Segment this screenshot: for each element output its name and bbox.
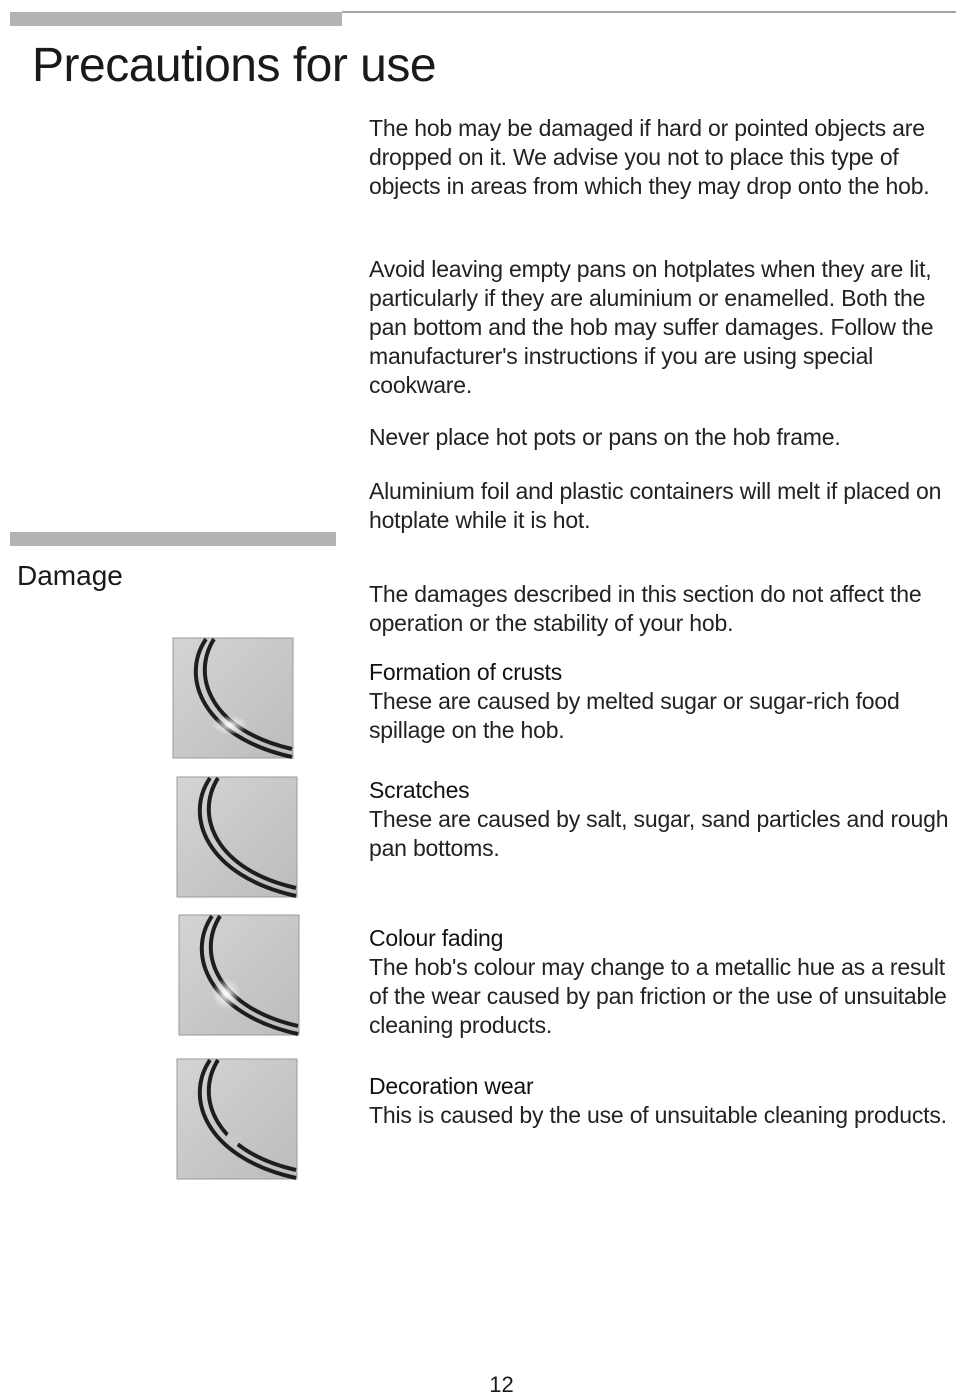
damage-item-text: These are caused by melted sugar or sugar-rich food spillage on the hob. bbox=[369, 688, 900, 743]
damage-item-heading: Colour fading bbox=[369, 925, 504, 951]
damage-intro: The damages described in this section do not affect the operation or the stability of your hob. bbox=[369, 581, 922, 636]
damage-item bbox=[369, 924, 959, 1040]
damage-item-heading: Scratches bbox=[369, 777, 470, 803]
precaution-paragraph: The hob may be damaged if hard or pointed objects are dropped on it. We advise you not to place this type of objects in areas from which they may drop onto the hob. bbox=[369, 115, 930, 199]
page-number: 12 bbox=[489, 1372, 514, 1397]
damage-item bbox=[369, 658, 959, 745]
colour-fading-sample-icon bbox=[178, 914, 300, 1036]
precaution-paragraph: Never place hot pots or pans on the hob frame. bbox=[369, 424, 841, 450]
section-heading-damage: Damage bbox=[17, 560, 123, 591]
header-rule-thick bbox=[10, 12, 342, 26]
damage-item-text: These are caused by salt, sugar, sand particles and rough pan bottoms. bbox=[369, 806, 949, 861]
crusts-sample-icon bbox=[172, 637, 294, 759]
damage-item bbox=[369, 1072, 959, 1130]
header-rule-thin bbox=[342, 11, 956, 13]
precaution-paragraph: Aluminium foil and plastic containers will melt if placed on hotplate while it is hot. bbox=[369, 478, 942, 533]
page-title: Precautions for use bbox=[32, 39, 437, 92]
scratches-sample-icon bbox=[176, 776, 298, 898]
damage-item bbox=[369, 776, 959, 863]
section-rule bbox=[10, 532, 336, 546]
damage-item-heading: Formation of crusts bbox=[369, 659, 563, 685]
damage-item-text: This is caused by the use of unsuitable cleaning products. bbox=[369, 1102, 947, 1128]
damage-item-heading: Decoration wear bbox=[369, 1073, 534, 1099]
precaution-paragraph: Avoid leaving empty pans on hotplates when they are lit, particularly if they are aluminium or enamelled. Both the pan bottom and the hob may suffer damages. Follow the manufacturer's instructions if you are using special cookware. bbox=[369, 256, 934, 398]
damage-item-text: The hob's colour may change to a metallic hue as a result of the wear caused by pan friction or the use of unsuitable cleaning products. bbox=[369, 954, 947, 1038]
decoration-wear-sample-icon bbox=[176, 1058, 298, 1180]
